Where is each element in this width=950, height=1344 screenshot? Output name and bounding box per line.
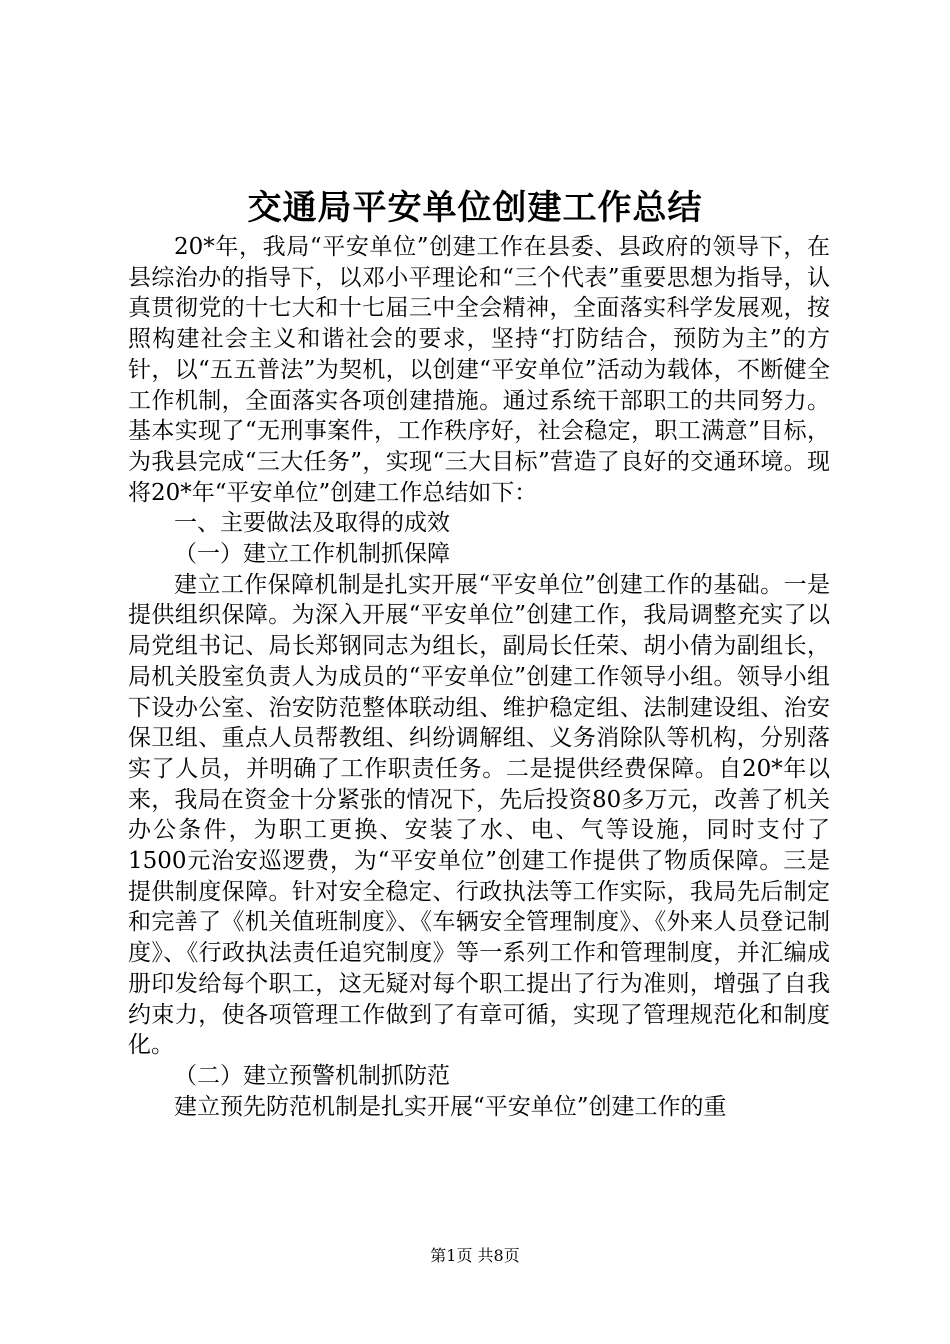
document-title: 交通局平安单位创建工作总结	[247, 188, 703, 228]
paragraph-intro: 20*年，我局“平安单位”创建工作在县委、县政府的领导下，在县综治办的指导下，以邓小平理论和“三个代表”重要思想为指导，认真贯彻党的十七大和十七届三中全会精神，全面落实科学发展观，按照构建社会主义和谐社会的要求，坚持“打防结合，预防为主”的方针，以“五五普法”为契机，以创建“平安单位”活动为载体，不断健全工作机制，全面落实各项创建措施。通过系统干部职工的共同努力。基本实现了“无刑事案件，工作秩序好，社会稳定，职工满意”目标，为我县完成“三大任务”，实现“三大目标”营造了良好的交通环境。现将20*年“平安单位”创建工作总结如下：	[128, 234, 830, 506]
paragraph-prevention: 建立预先防范机制是扎实开展“平安单位”创建工作的重	[174, 1093, 727, 1120]
document-body	[128, 232, 830, 1122]
subsection-heading-2: （二）建立预警机制抓防范	[174, 1062, 450, 1089]
page-number: 第1页 共8页	[430, 1246, 520, 1265]
section-heading-1: 一、主要做法及取得的成效	[174, 510, 450, 537]
paragraph-guarantee: 建立工作保障机制是扎实开展“平安单位”创建工作的基础。一是提供组织保障。为深入开展“平安单位”创建工作，我局调整充实了以局党组书记、局长郑钢同志为组长，副局长任荣、胡小倩为副组长，局机关股室负责人为成员的“平安单位”创建工作领导小组。领导小组下设办公室、治安防范整体联动组、维护稳定组、法制建设组、治安保卫组、重点人员帮教组、纠纷调解组、义务消除队等机构，分别落实了人员，并明确了工作职责任务。二是提供经费保障。自20*年以来，我局在资金十分紧张的情况下，先后投资80多万元，改善了机关办公条件，为职工更换、安装了水、电、气等设施，同时支付了1500元治安巡逻费，为“平安单位”创建工作提供了物质保障。三是提供制度保障。针对安全稳定、行政执法等工作实际，我局先后制定和完善了《机关值班制度》、《车辆安全管理制度》、《外来人员登记制度》、《行政执法责任追究制度》等一系列工作和管理制度，并汇编成册印发给每个职工，这无疑对每个职工提出了行为准则，增强了自我约束力，使各项管理工作做到了有章可循，实现了管理规范化和制度化。	[128, 571, 830, 1059]
subsection-heading-1: （一）建立工作机制抓保障	[174, 541, 450, 568]
